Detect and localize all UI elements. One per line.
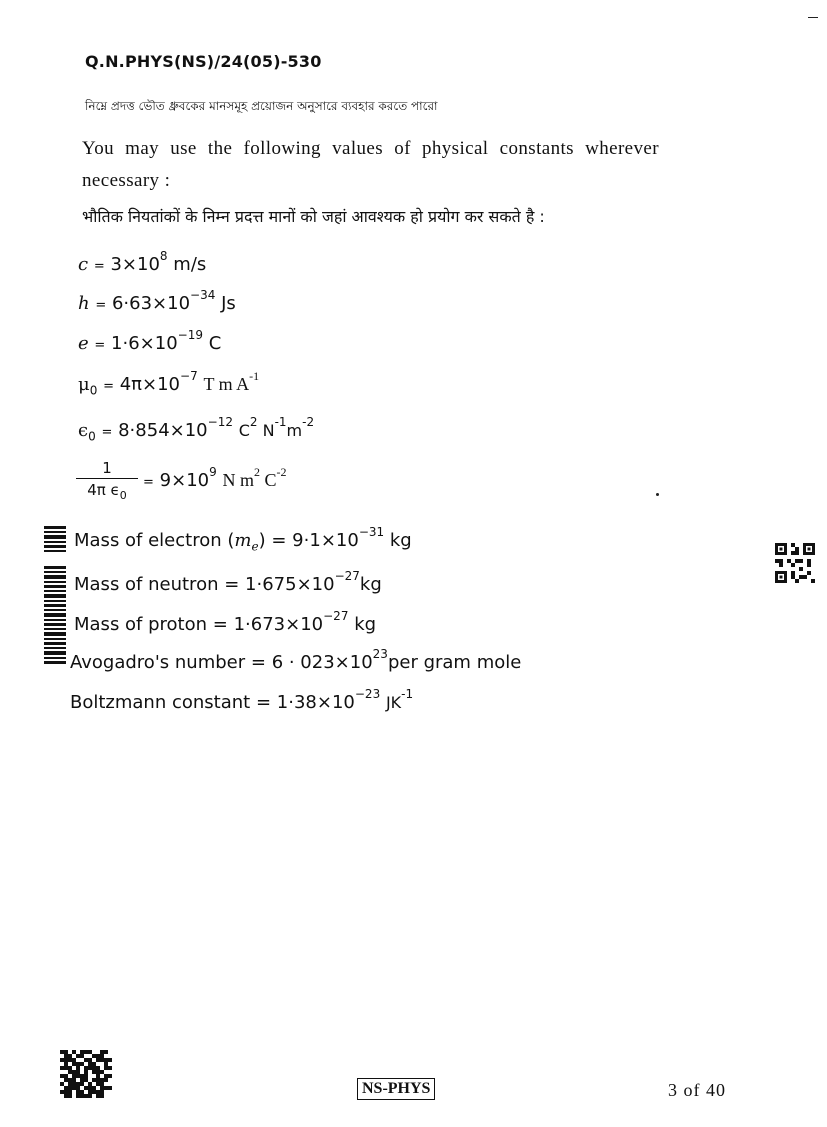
- constant-label: Avogadro's number: [70, 652, 246, 673]
- fraction-numerator: 1: [76, 459, 138, 479]
- power-base: 10: [137, 254, 160, 275]
- power-exponent: −7: [180, 369, 198, 383]
- constant-label: Boltzmann constant: [70, 692, 251, 713]
- equals-sign: =: [103, 379, 114, 394]
- constant-mantissa: 1·38: [276, 692, 317, 713]
- constant-symbol: m: [234, 530, 252, 551]
- power-exponent: −19: [177, 328, 203, 342]
- power-exponent: −27: [323, 609, 349, 623]
- times-sign: ×: [169, 420, 185, 441]
- fraction-denominator-subscript: 0: [119, 489, 127, 502]
- power-base: 10: [157, 374, 181, 395]
- equals-sign: =: [95, 298, 107, 313]
- constant-electron-charge: [78, 328, 222, 354]
- constant-unit: JK: [385, 693, 402, 712]
- constant-mantissa: 9: [159, 470, 172, 491]
- power-exponent: 23: [372, 647, 388, 661]
- constant-mantissa: 1·6: [111, 333, 140, 354]
- times-sign: ×: [320, 530, 336, 551]
- constant-mantissa: 6 · 023: [271, 652, 335, 673]
- constant-unit: C: [238, 421, 250, 440]
- constant-unit: kg: [359, 574, 382, 595]
- constant-coulomb: [143, 465, 287, 491]
- times-sign: ×: [316, 692, 332, 713]
- constant-unit: m: [286, 421, 303, 440]
- constant-mantissa: 6·63: [111, 293, 153, 314]
- equals-sign: =: [94, 338, 106, 353]
- times-sign: ×: [139, 333, 155, 354]
- constant-symbol: ϵ: [78, 420, 89, 441]
- constant-mantissa: 8·854: [118, 420, 170, 441]
- times-sign: ×: [285, 614, 301, 635]
- constant-boltzmann: [70, 687, 414, 713]
- constant-permittivity: [78, 415, 315, 444]
- qr-code-icon: [60, 1050, 112, 1098]
- times-sign: ×: [142, 374, 158, 395]
- constant-speed-of-light: [78, 249, 207, 275]
- unit-exponent: -1: [249, 369, 260, 383]
- times-sign: ×: [334, 652, 350, 673]
- constant-symbol: h: [78, 293, 90, 314]
- constant-subscript: 0: [89, 383, 98, 398]
- constant-unit: C: [259, 470, 277, 490]
- fraction-denominator: 4π ϵ: [87, 481, 120, 499]
- constant-subscript: 0: [88, 429, 96, 444]
- power-exponent: −27: [334, 569, 360, 583]
- constant-unit: C: [208, 333, 222, 354]
- constant-unit: N m: [222, 470, 254, 490]
- equals-sign: =: [224, 574, 240, 595]
- paper-code: Q.N.PHYS(NS)/24(05)-530: [85, 52, 322, 71]
- page-number: 3 of 40: [668, 1080, 726, 1100]
- constant-unit: m/s: [173, 254, 207, 275]
- unit-exponent: 2: [249, 415, 258, 429]
- hindi-instruction: भौतिक नियतांकों के निम्न प्रदत्त मानों को जहां आवश्यक हो प्रयोग कर सकते है :: [82, 207, 545, 226]
- constant-unit: kg: [389, 530, 412, 551]
- constant-unit: N: [257, 421, 275, 440]
- equals-sign: =: [271, 530, 287, 551]
- footer-subject-code: NS-PHYS: [357, 1078, 435, 1100]
- constant-electron-mass: [74, 525, 412, 554]
- power-base: 10: [186, 470, 210, 491]
- unit-exponent: -2: [276, 465, 287, 479]
- constant-subscript: e: [251, 539, 259, 554]
- constant-mantissa: 3: [110, 254, 122, 275]
- constant-symbol: e: [78, 333, 89, 354]
- constant-unit: kg: [354, 614, 377, 635]
- power-exponent: −23: [354, 687, 381, 701]
- power-base: 10: [335, 530, 359, 551]
- times-sign: ×: [121, 254, 138, 275]
- power-base: 10: [184, 420, 208, 441]
- constant-label: Mass of proton: [74, 614, 208, 635]
- constant-unit: Js: [221, 293, 236, 314]
- constant-mantissa: 4π: [119, 374, 143, 395]
- power-exponent: 8: [159, 249, 168, 263]
- power-base: 10: [154, 333, 178, 354]
- constant-label-close: ): [258, 530, 266, 551]
- power-base: 10: [300, 614, 324, 635]
- constant-unit: per gram mole: [387, 652, 522, 673]
- unit-exponent: -1: [274, 415, 287, 429]
- coulomb-fraction: [76, 459, 138, 502]
- times-sign: ×: [152, 293, 168, 314]
- times-sign: ×: [296, 574, 312, 595]
- bengali-instruction: নিম্নে প্রদত্ত ভৌত ধ্রুবকের মানসমূহ প্রয়োজন অনুসারে ব্যবহার করতে পারো: [85, 99, 438, 113]
- power-base: 10: [167, 293, 191, 314]
- constant-avogadro: [70, 647, 522, 673]
- equals-sign: =: [212, 614, 228, 635]
- constant-permeability: [78, 369, 260, 398]
- constant-neutron-mass: [74, 569, 382, 595]
- constant-planck: [78, 288, 236, 314]
- english-instruction-line1: You may use the following values of physical constants wherever: [82, 138, 659, 159]
- power-exponent: −34: [190, 288, 216, 302]
- scan-speck: [656, 493, 659, 496]
- constant-label: Mass of electron (: [74, 530, 235, 551]
- power-exponent: 9: [209, 465, 217, 479]
- unit-exponent: -2: [302, 415, 315, 429]
- constant-mantissa: 1·673: [233, 614, 286, 635]
- power-exponent: −31: [358, 525, 385, 539]
- equals-sign: =: [93, 259, 105, 274]
- equals-sign: =: [250, 652, 266, 673]
- equals-sign: =: [143, 475, 154, 490]
- constant-symbol: c: [78, 254, 89, 275]
- unit-exponent: -1: [401, 687, 414, 701]
- equals-sign: =: [101, 425, 113, 440]
- power-base: 10: [349, 652, 373, 673]
- equals-sign: =: [255, 692, 272, 713]
- constant-symbol: μ: [78, 374, 90, 395]
- unit-exponent: 2: [253, 465, 260, 479]
- english-instruction-line2: necessary :: [82, 170, 171, 191]
- times-sign: ×: [171, 470, 187, 491]
- scan-speck: [808, 17, 818, 18]
- constant-proton-mass: [74, 609, 377, 635]
- power-base: 10: [331, 692, 355, 713]
- power-exponent: −12: [207, 415, 233, 429]
- constant-mantissa: 9·1: [292, 530, 321, 551]
- qr-code-icon: [775, 543, 815, 583]
- barcode-icon: [44, 526, 66, 666]
- constant-mantissa: 1·675: [245, 574, 297, 595]
- constant-label: Mass of neutron: [74, 574, 219, 595]
- constant-unit: T m A: [203, 374, 250, 394]
- power-base: 10: [311, 574, 335, 595]
